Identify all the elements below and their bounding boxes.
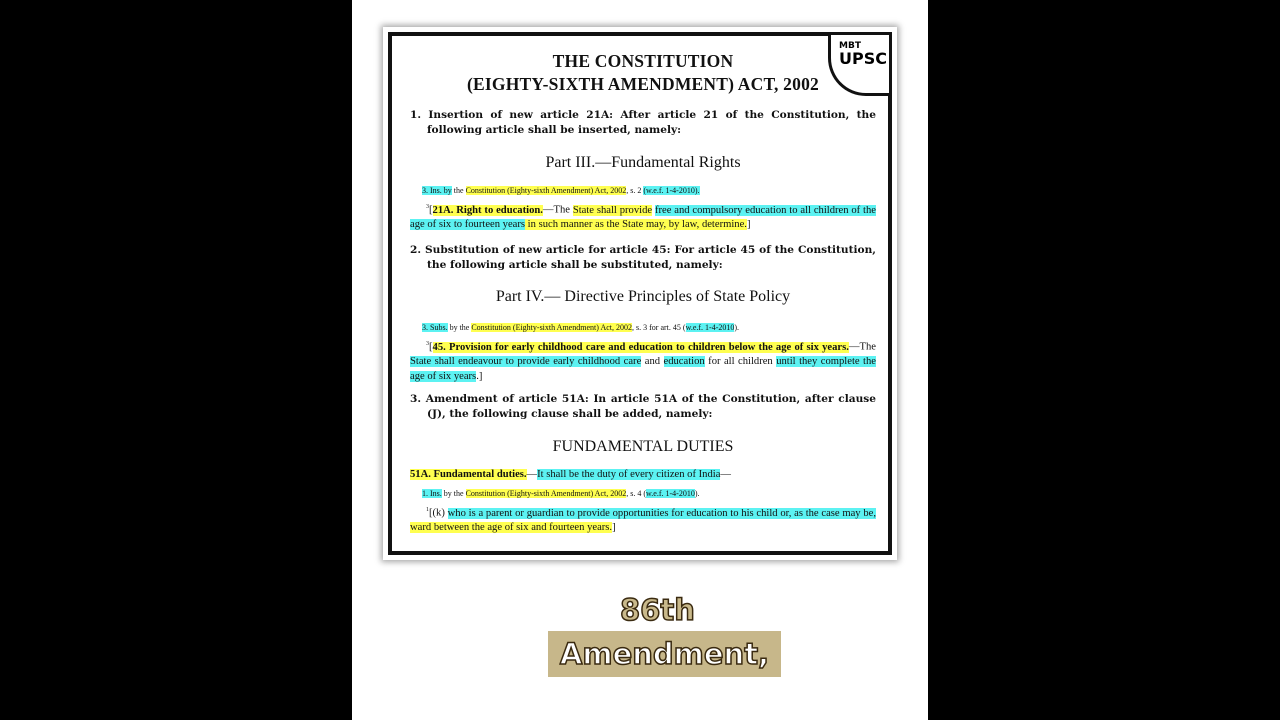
text-segment: ] <box>612 522 616 534</box>
highlighted-text: in such manner as the State may, by law, determine. <box>525 219 747 231</box>
text-segment: by the <box>447 323 472 332</box>
caption-line-2: Amendment, <box>548 631 781 677</box>
caption-line-1: 86th <box>620 593 695 627</box>
highlighted-text: Constitution (Eighty-sixth Amendment) Act, 2002 <box>471 323 633 332</box>
text-segment: [(k) <box>429 507 448 519</box>
title-line-1: THE CONSTITUTION <box>552 51 734 71</box>
highlighted-text: State shall provide <box>572 204 653 216</box>
text-segment: ). <box>694 489 700 498</box>
text-segment: , s. 3 for art. 45 ( <box>632 323 686 332</box>
article-45 <box>410 337 876 384</box>
highlighted-text: It shall be the duty of every citizen of India <box>537 469 721 480</box>
highlighted-text: who is a parent or guardian to provide opportunities for education to his child or, as the case may be, <box>447 507 877 519</box>
article-21a <box>410 200 876 233</box>
text-segment: — <box>720 469 731 480</box>
document-frame <box>388 32 892 555</box>
highlighted-text: until they complete the age of six years <box>410 356 876 382</box>
text-segment: .] <box>476 370 483 382</box>
highlighted-text: 51A. Fundamental duties. <box>410 469 527 480</box>
highlighted-text: 3. Subs. <box>422 323 448 332</box>
highlighted-text: (w.e.f. 1-4-2010). <box>643 186 700 195</box>
text-segment: by the <box>441 489 466 498</box>
article-51a-lead <box>410 468 876 483</box>
section-item-2: 2. Substitution of new article for article 45: For article 45 of the Constitution, the following article shall be substituted, namely: <box>410 244 876 271</box>
text-segment: the <box>451 186 466 195</box>
section-item-1: 1. Insertion of new article 21A: After article 21 of the Constitution, the following article shall be inserted, namely: <box>410 109 876 136</box>
article-45-text <box>410 342 876 382</box>
text-segment: [ <box>429 204 433 216</box>
footnote-marker: 3 <box>426 204 429 210</box>
highlighted-text: Constitution (Eighty-sixth Amendment) Act, 2002 <box>465 186 627 195</box>
highlighted-text: education <box>663 356 705 368</box>
footnote-1 <box>410 186 876 195</box>
highlighted-text: free and compulsory education to all children of the age of six to fourteen years <box>410 204 876 231</box>
logo-text-bottom: UPSC <box>839 49 887 68</box>
highlighted-text: 3. Ins. by <box>422 186 452 195</box>
text-segment: — <box>526 469 538 480</box>
text-segment: [ <box>429 341 433 353</box>
text-segment: , s. 2 <box>626 186 644 195</box>
title-line-2: (EIGHTY-SIXTH AMENDMENT) ACT, 2002 <box>467 74 819 94</box>
highlighted-text: Constitution (Eighty-sixth Amendment) Act, 2002 <box>465 489 627 498</box>
text-segment: for all children <box>704 356 777 368</box>
footnote-3 <box>410 489 876 498</box>
text-segment: and <box>641 356 664 368</box>
highlighted-text: 21A. Right to education. <box>432 204 543 216</box>
text-segment: ). <box>734 323 740 332</box>
document-title <box>410 50 876 96</box>
footnote-2 <box>410 323 876 332</box>
article-51a-k <box>410 503 876 536</box>
highlighted-text: 45. Provision for early childhood care and education to children below the age of six years. <box>432 341 849 353</box>
footnote-marker: 3 <box>426 341 429 347</box>
highlighted-text: 1. Ins. <box>422 489 442 498</box>
section-item-3: 3. Amendment of article 51A: In article 51A of the Constitution, after clause (J), the following clause shall be added, namely: <box>410 393 876 420</box>
footnote-marker: 1 <box>426 507 429 513</box>
highlighted-text: w.e.f. 1-4-2010 <box>685 323 735 332</box>
section-heading-1: Part III.—Fundamental Rights <box>545 154 741 171</box>
section-heading-2: Part IV.— Directive Principles of State Policy <box>495 288 791 305</box>
text-segment: ] <box>746 219 751 231</box>
article-51a-k-text <box>410 508 876 534</box>
text-segment: , s. 4 ( <box>626 489 647 498</box>
highlighted-text: w.e.f. 1-4-2010 <box>646 489 695 498</box>
text-segment: —The <box>542 204 573 216</box>
highlighted-text: State shall endeavour to provide early childhood care <box>410 356 642 368</box>
section-heading-3: FUNDAMENTAL DUTIES <box>552 438 734 455</box>
highlighted-text: ward between the age of six and fourteen years. <box>410 522 613 534</box>
text-segment: —The <box>848 341 876 353</box>
document-card <box>383 27 897 560</box>
logo-text-top: MBT <box>839 41 861 51</box>
article-21a-text <box>410 205 876 231</box>
